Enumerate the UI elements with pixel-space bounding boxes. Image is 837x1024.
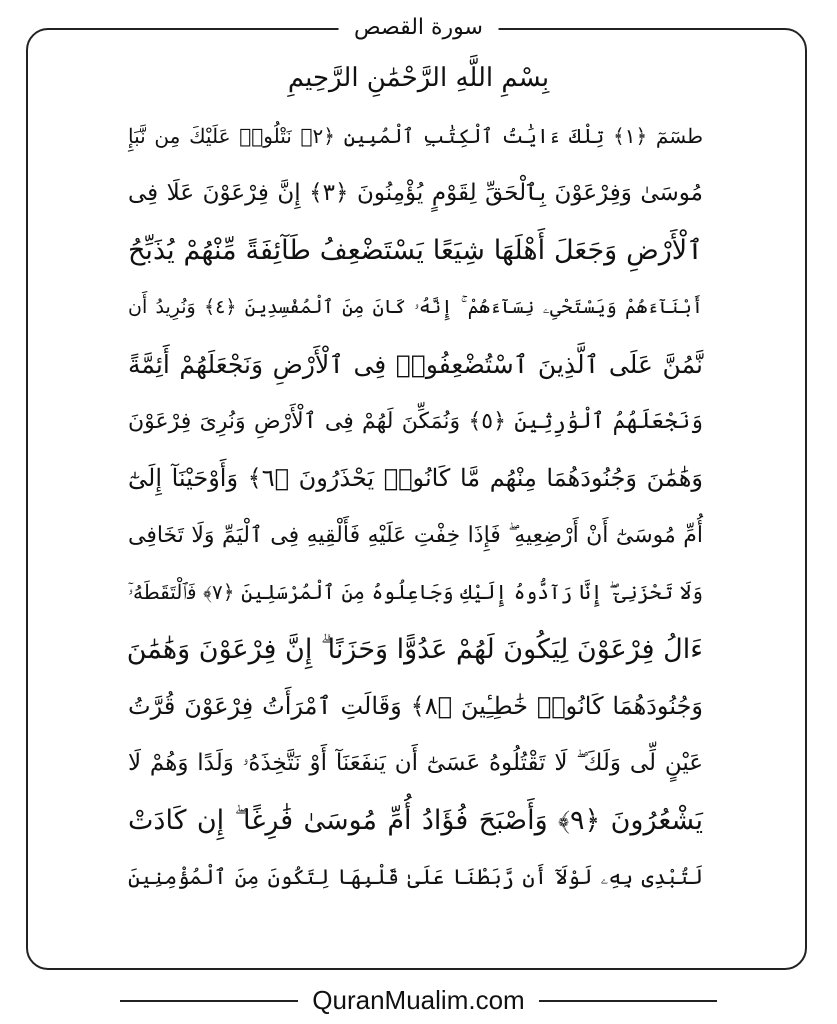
verse-line: ٱلْأَرْضِ وَجَعَلَ أَهْلَهَا شِيَعًا يَسْتَضْعِفُ طَآئِفَةً مِّنْهُمْ يُذَبِّحُ	[128, 235, 703, 266]
verse-line: لَتُبْدِى بِهِۦ لَوْلَآ أَن رَّبَطْنَا عَلَىٰ قَلْبِهَا لِتَكُونَ مِنَ ٱلْمُؤْمِنِينَ	[128, 865, 703, 889]
verse-line: مُوسَىٰ وَفِرْعَوْنَ بِٱلْحَقِّ لِقَوْمٍ يُؤْمِنُونَ ﴿٣﴾ إِنَّ فِرْعَوْنَ عَلَا فِى	[128, 180, 703, 206]
verse-line: ءَالُ فِرْعَوْنَ لِيَكُونَ لَهُمْ عَدُوًّا وَحَزَنًا ۗ إِنَّ فِرْعَوْنَ وَهَٰمَٰنَ	[126, 634, 703, 665]
footer	[0, 982, 837, 1018]
verse-line: نَّمُنَّ عَلَى ٱلَّذِينَ ٱسْتُضْعِفُوا۟ فِى ٱلْأَرْضِ وَنَجْعَلَهُمْ أَئِمَّةً	[128, 350, 703, 379]
verse-line: طسٓمٓ ﴿١﴾ تِلْكَ ءَايَٰتُ ٱلْكِتَٰبِ ٱلْمُبِينِ ﴿٢﴾ نَتْلُوا۟ عَلَيْكَ مِن نَّبَإِ	[128, 124, 703, 148]
verse-line: عَيْنٍ لِّى وَلَكَ ۖ لَا تَقْتُلُوهُ عَسَىٰٓ أَن يَنفَعَنَآ أَوْ نَتَّخِذَهُۥ وَلَدًا وَهُمْ لَا	[128, 750, 703, 776]
verse-line: أَبْنَآءَهُمْ وَيَسْتَحْىِۦ نِسَآءَهُمْ ۚ إِنَّهُۥ كَانَ مِنَ ٱلْمُفْسِدِينَ ﴿٤﴾ وَنُرِيدُ أَن	[128, 296, 703, 318]
surah-title: سورة القصص	[338, 14, 499, 42]
verse-line: وَنَجْعَلَهُمُ ٱلْوَٰرِثِينَ ﴿٥﴾ وَنُمَكِّنَ لَهُمْ فِى ٱلْأَرْضِ وَنُرِىَ فِرْعَوْنَ	[128, 409, 703, 434]
verse-line: وَلَا تَحْزَنِىٓ ۖ إِنَّا رَآدُّوهُ إِلَيْكِ وَجَاعِلُوهُ مِنَ ٱلْمُرْسَلِينَ ﴿٧﴾ فَٱلْتَقَطَهُۥٓ	[128, 580, 704, 604]
verse-text-block	[128, 108, 703, 906]
verse-line: يَشْعُرُونَ ﴿٩﴾ وَأَصْبَحَ فُؤَادُ أُمِّ مُوسَىٰ فَٰرِغًا ۖ إِن كَادَتْ	[128, 805, 703, 836]
verse-line: أُمِّ مُوسَىٰٓ أَنْ أَرْضِعِيهِ ۖ فَإِذَا خِفْتِ عَلَيْهِ فَأَلْقِيهِ فِى ٱلْيَمِّ وَلَا تَخَافِى	[128, 523, 703, 548]
verse-line: وَجُنُودَهُمَا كَانُوا۟ خَٰطِـِٔينَ ﴿٨﴾ وَقَالَتِ ٱمْرَأَتُ فِرْعَوْنَ قُرَّتُ	[128, 692, 704, 720]
site-watermark: QuranMualim.com	[298, 982, 538, 1018]
verse-line: وَهَٰمَٰنَ وَجُنُودَهُمَا مِنْهُم مَّا كَانُوا۟ يَحْذَرُونَ ﴿٦﴾ وَأَوْحَيْنَآ إِلَىٰٓ	[128, 464, 703, 492]
basmala: بِسْمِ اللَّهِ الرَّحْمَٰنِ الرَّحِيمِ	[287, 63, 550, 93]
